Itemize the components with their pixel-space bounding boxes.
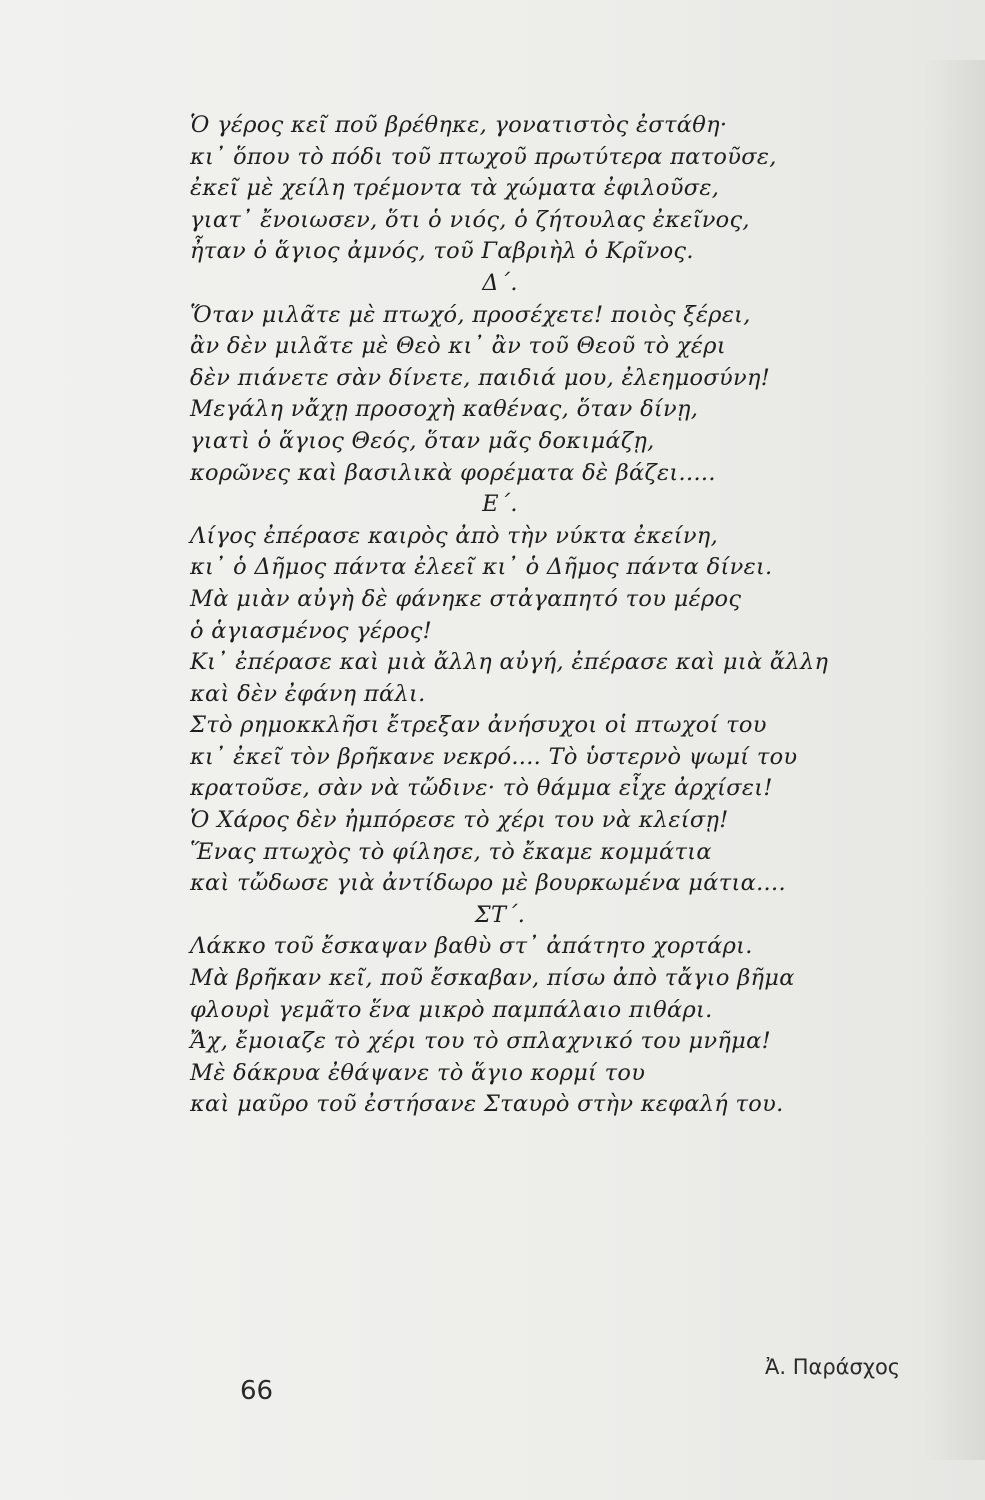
poem-line: κορῶνες καὶ βασιλικὰ φορέματα δὲ βάζει..... <box>190 459 716 486</box>
poem-line: Μὰ βρῆκαν κεῖ, ποῦ ἔσκαβαν, πίσω ἀπὸ τἄγιο βῆμα <box>190 965 795 992</box>
poem-line: ἦταν ὁ ἅγιος ἀμνός, τοῦ Γαβριὴλ ὁ Κρῖνος. <box>190 238 694 265</box>
section-heading: Ε΄. <box>482 491 518 518</box>
poem-line: Ὁ γέρος κεῖ ποῦ βρέθηκε, γονατιστὸς ἐστάθη· <box>190 112 728 138</box>
poem-line: κι᾽ ὁ Δῆμος πάντα ἐλεεῖ κι᾽ ὁ Δῆμος πάντα δίνει. <box>190 554 773 581</box>
poem-line: γιατ᾽ ἔνοιωσεν, ὅτι ὁ νιός, ὁ ζήτουλας ἐκεῖνος, <box>190 206 750 233</box>
poem-line: φλουρὶ γεμᾶτο ἕνα μικρὸ παμπάλαιο πιθάρι. <box>190 996 713 1023</box>
poem-line: γιατὶ ὁ ἅγιος Θεός, ὅταν μᾶς δοκιμάζῃ, <box>190 427 655 454</box>
author-signature: Ἀ. Παράσχος <box>765 1355 901 1379</box>
poem-line: κι᾽ ἐκεῖ τὸν βρῆκανε νεκρό.... Τὸ ὑστερνὸ ψωμί του <box>190 743 798 770</box>
poem-line: ὁ ἁγιασμένος γέρος! <box>190 617 433 644</box>
poem-line: καὶ τὤδωσε γιὰ ἀντίδωρο μὲ βουρκωμένα μάτια.... <box>190 870 786 897</box>
poem-line: κι᾽ ὅπου τὸ πόδι τοῦ πτωχοῦ πρωτύτερα πατοῦσε, <box>190 143 777 170</box>
poem-line: Ἄχ, ἔμοιαζε τὸ χέρι του τὸ σπλαχνικό του μνῆμα! <box>190 1028 771 1055</box>
poem-line: Μεγάλη νἄχῃ προσοχὴ καθένας, ὅταν δίνῃ, <box>190 396 699 423</box>
poem-line: Ὁ Χάρος δὲν ἠμπόρεσε τὸ χέρι του νὰ κλείσῃ! <box>190 807 729 834</box>
poem-text <box>190 110 910 1121</box>
section-heading: Δ΄. <box>482 269 518 296</box>
poem-line: Μὲ δάκρυα ἐθάψανε τὸ ἅγιο κορμί του <box>190 1059 646 1086</box>
page-edge-shadow <box>925 60 985 1460</box>
poem-line: Μὰ μιὰν αὐγὴ δὲ φάνηκε στἀγαπητό του μέρος <box>190 585 742 612</box>
poem-line: ἂν δὲν μιλᾶτε μὲ Θεὸ κι᾽ ἂν τοῦ Θεοῦ τὸ χέρι <box>190 333 726 360</box>
poem-line: Στὸ ρημοκκλῆσι ἔτρεξαν ἀνήσυχοι οἱ πτωχοί του <box>190 712 767 739</box>
poem-line: κρατοῦσε, σὰν νὰ τὤδινε· τὸ θάμμα εἶχε ἀρχίσει! <box>190 775 773 802</box>
poem-line: ἐκεῖ μὲ χείλη τρέμοντα τὰ χώματα ἐφιλοῦσε, <box>190 175 720 202</box>
poem-line: δὲν πιάνετε σὰν δίνετε, παιδιά μου, ἐλεημοσύνη! <box>190 364 771 391</box>
page-number: 66 <box>240 1376 274 1406</box>
poem-line: καὶ δὲν ἐφάνη πάλι. <box>190 680 426 707</box>
section-heading: ΣΤ΄. <box>474 901 526 928</box>
poem-line: Ὅταν μιλᾶτε μὲ πτωχό, προσέχετε! ποιὸς ξέρει, <box>190 301 751 328</box>
poem-line: Κι᾽ ἐπέρασε καὶ μιὰ ἄλλη αὐγή, ἐπέρασε καὶ μιὰ ἄλλη <box>190 649 829 676</box>
poem-line: καὶ μαῦρο τοῦ ἐστήσανε Σταυρὸ στὴν κεφαλή του. <box>190 1091 784 1118</box>
poem-line: Λάκκο τοῦ ἔσκαψαν βαθὺ στ᾽ ἀπάτητο χορτάρι. <box>190 933 753 960</box>
poem-line: Λίγος ἐπέρασε καιρὸς ἀπὸ τὴν νύκτα ἐκείνη, <box>190 522 719 549</box>
poem-line: Ἕνας πτωχὸς τὸ φίλησε, τὸ ἔκαμε κομμάτια <box>190 838 712 865</box>
